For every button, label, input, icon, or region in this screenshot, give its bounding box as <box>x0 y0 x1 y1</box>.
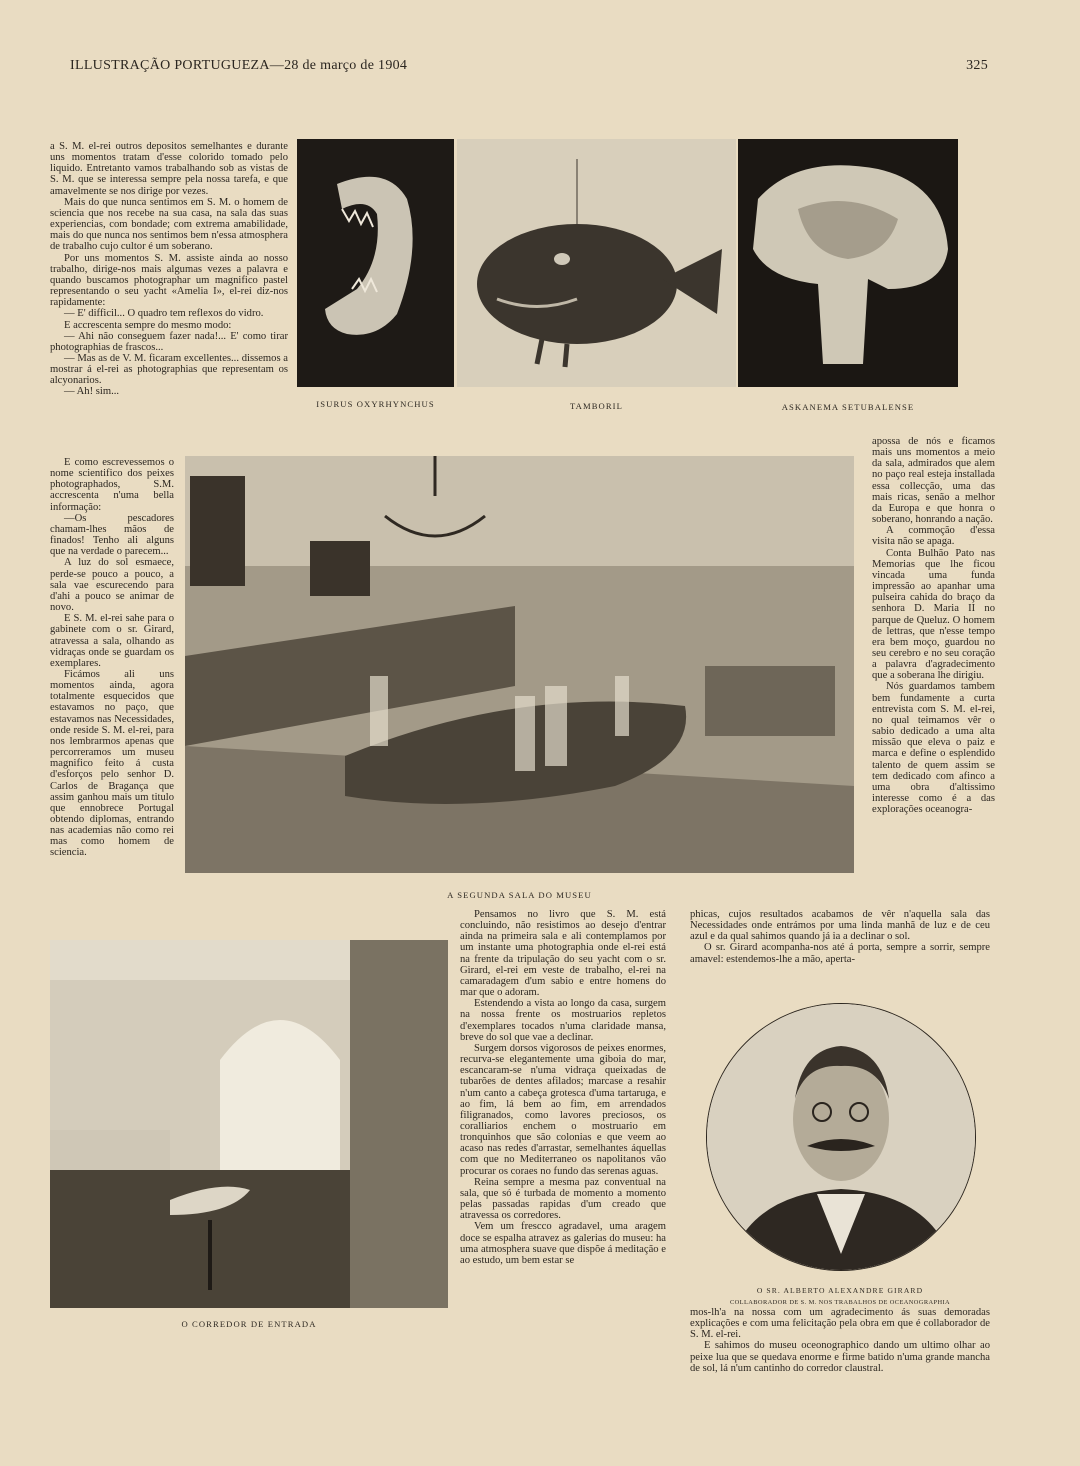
photo-askanema <box>738 139 958 387</box>
paragraph: E S. M. el-rei sahe para o gabinete com o sr. Girard, atravessa a sala, olhando as vidraças onde se guardam os exemplares. <box>50 613 174 669</box>
caption-corredor: O CORREDOR DE ENTRADA <box>181 1319 317 1329</box>
text-column-right-narrow <box>872 436 995 904</box>
caption-girard-role: COLLABORADOR DE S. M. NOS TRABALHOS DE OCEANOGRAPHIA <box>729 1299 951 1306</box>
paragraph: a S. M. el-rei outros depositos semelhantes e durante uns momentos tratam d'esse colorido tomado pelo liquido. Entretanto vamos trabalhando sob as vistas de S. M. que se interessa sempre pela nossa tarefa, e que amavelmente se nos dirige por vezes. <box>50 141 288 197</box>
paragraph: Conta Bulhão Pato nas Memorias que lhe ficou vincada uma funda impressão ao apanhar uma pulseira cahida do braço da senhora D. Maria II no parque de Queluz. O homem de lettras, que n'esse tempo era bem moço, guardou no seu cerebro e no seu coração a palavra d'agradecimento que a soberana lhe dirigiu. <box>872 547 995 682</box>
paragraph: — Ah! sim... <box>64 386 120 398</box>
paragraph: Por uns momentos S. M. assiste ainda ao nosso trabalho, dirige-nos mais algumas vezes a palavra e quando buscamos photographar um magnifico pastel representando o seu yacht «Amelia I», el-rei diz-nos rapidamente: <box>50 252 288 309</box>
paragraph: Nós guardamos tambem bem fundamente a curta entrevista com S. M. el-rei, no qual teimamos vêr o sabio dedicado a uma alta missão que eleva o paiz e marca e define o esplendido talento de quem assim se tem dedicado com afinco a uma obra d'altissimo interesse como é a das explorações oceanogra- <box>872 681 995 816</box>
paragraph: mos-lh'a na nossa com um agradecimento ás suas demoradas explicações e com uma felicitação pela obra em que é collaborador de S. M. el-rei. <box>690 1307 990 1341</box>
paragraph: phicas, cujos resultados acabamos de vêr n'aquella sala das Necessidades onde entrámos por uma linda manhã de luz e de ceu azul e da qual sahimos quando já ia a declinar o sol. <box>690 909 990 943</box>
photo-segunda-sala <box>185 456 854 873</box>
paragraph: Ficámos ali uns momentos ainda, agora totalmente esquecidos que estavamos no paço, que estavamos nas Necessidades, onde reside S. M. el-rei, para nos lembrarmos apenas que percorreramos um museu magnifico feito á custa d'esforços pelo senhor D. Carlos de Bragança que assim ganhou mais um titulo que ennobrece Portugal obtendo diplomas, entrando nas academias não como rei mas como homem de sciencia. <box>50 668 174 859</box>
paragraph: Mais do que nunca sentimos em S. M. o homem de sciencia que nos recebe na sua casa, na sala das suas experiencias, com bondade; com extrema amabilidade, mais do que nunca nos sentimos bem n'essa atmosphera de trabalho cujo cultor é um soberano. <box>50 196 288 253</box>
caption-tamboril: TAMBORIL <box>570 401 623 411</box>
paragraph: — Ahi não conseguem fazer nada!... E' como tirar photographias de frascos... <box>50 330 288 353</box>
paragraph: Vem um frescco agradavel, uma aragem doce se espalha atravez as galerias do museu: ha uma atmosphera suave que dispõe á meditação e ao estudo, um bem estar se <box>460 1221 666 1266</box>
paragraph: O sr. Girard acompanha-nos até á porta, sempre a sorrir, sempre amavel: estendemos-lhe a mão, aperta- <box>690 942 990 965</box>
paragraph: Surgem dorsos vigorosos de peixes enormes, recurva-se elegantemente uma giboia do mar, escancaram-se n'uma vidraça queixadas de tubarões de dentes afilados; marcase a resahir n'um canto a cabeça grotesca d'uma tartaruga, e ao fim, lá bem ao fim, em arrendados filigranados, como lavores preciosos, os coralliarios enchem o mostruario em tronquinhos que são colonias e que veem ao acaso nas redes d'arrastar, semelhantes áquellas com que no Mediterraneo os napolitanos vão procurar os coraes no fundo das serenas aguas. <box>460 1042 666 1177</box>
paragraph: —Os pescadores chamam-lhes mãos de finados! Tenho ali alguns que na verdade o parecem... <box>50 512 174 558</box>
caption-isurus: ISURUS OXYRHYNCHUS <box>316 399 435 409</box>
paragraph: Reina sempre a mesma paz conventual na sala, que só é turbada de momento a momento pelas passadas rapidas d'um creado que atravessa os corredores. <box>460 1176 666 1222</box>
paragraph: A commoção d'essa visita não se apaga. <box>872 525 995 548</box>
paragraph: Estendendo a vista ao longo da casa, surgem na nossa frente os mostruarios repletos d'exemplares tocados n'uma claridade mansa, breve do sol que vae a declinar. <box>460 998 666 1043</box>
paragraph: A luz do sol esmaece, perde-se pouco a pouco, a sala vae escurecendo para d'ahi a pouco se animar de novo. <box>50 557 174 614</box>
paragraph: Pensamos no livro que S. M. está concluindo, não resistimos ao desejo d'entrar ainda na primeira sala e ali contemplamos por um instante uma photographia onde el-rei está na frente da tripulação do seu yacht com o sr. Girard, el-rei em veste de trabalho, el-rei na camaradagem d'um sabio e entre homens do mar que o adoram. <box>460 909 666 999</box>
masthead: ILLUSTRAÇÃO PORTUGUEZA—28 de março de 1904 <box>70 58 408 73</box>
text-column-right-bottom <box>690 1307 990 1387</box>
caption-girard-name: O SR. ALBERTO ALEXANDRE GIRARD <box>756 1286 924 1295</box>
text-column-left-narrow <box>50 457 174 921</box>
caption-askanema: ASKANEMA SETUBALENSE <box>781 402 915 412</box>
paragraph: E como escrevessemos o nome scientifico dos peixes photographados, S.M. accrescenta n'uma bella informação: <box>50 457 174 513</box>
paragraph: — Mas as de V. M. ficaram excellentes... dissemos a mostrar á el-rei as photographias que representam os alcyonarios. <box>50 352 288 387</box>
paragraph: — E' difficil... O quadro tem reflexos do vidro. <box>64 308 264 320</box>
photo-tamboril <box>457 139 736 387</box>
text-column-right-top <box>690 909 990 985</box>
text-column-left-top <box>50 141 288 454</box>
paragraph: E sahimos do museu oceonographico dando um ultimo olhar ao peixe lua que se quedava enorme e firme batido n'uma grande mancha de sol, lá n'um cantinho do corredor claustral. <box>690 1340 990 1374</box>
portrait-girard <box>706 1003 976 1271</box>
paragraph: apossa de nós e ficamos mais uns momentos a meio da sala, admirados que alem no paço real esteja installada essa collecção, uma das mais ricas, senão a melhor da Europa e que honra o soberano, honrando a nação. <box>872 436 995 526</box>
text-column-middle <box>460 909 666 1361</box>
photo-isurus-jaw <box>297 139 454 387</box>
page-number: 325 <box>966 58 988 73</box>
paragraph: E accrescenta sempre do mesmo modo: <box>64 319 232 331</box>
photo-corredor <box>50 940 448 1308</box>
caption-segunda-sala: A SEGUNDA SALA DO MUSEU <box>447 890 592 900</box>
